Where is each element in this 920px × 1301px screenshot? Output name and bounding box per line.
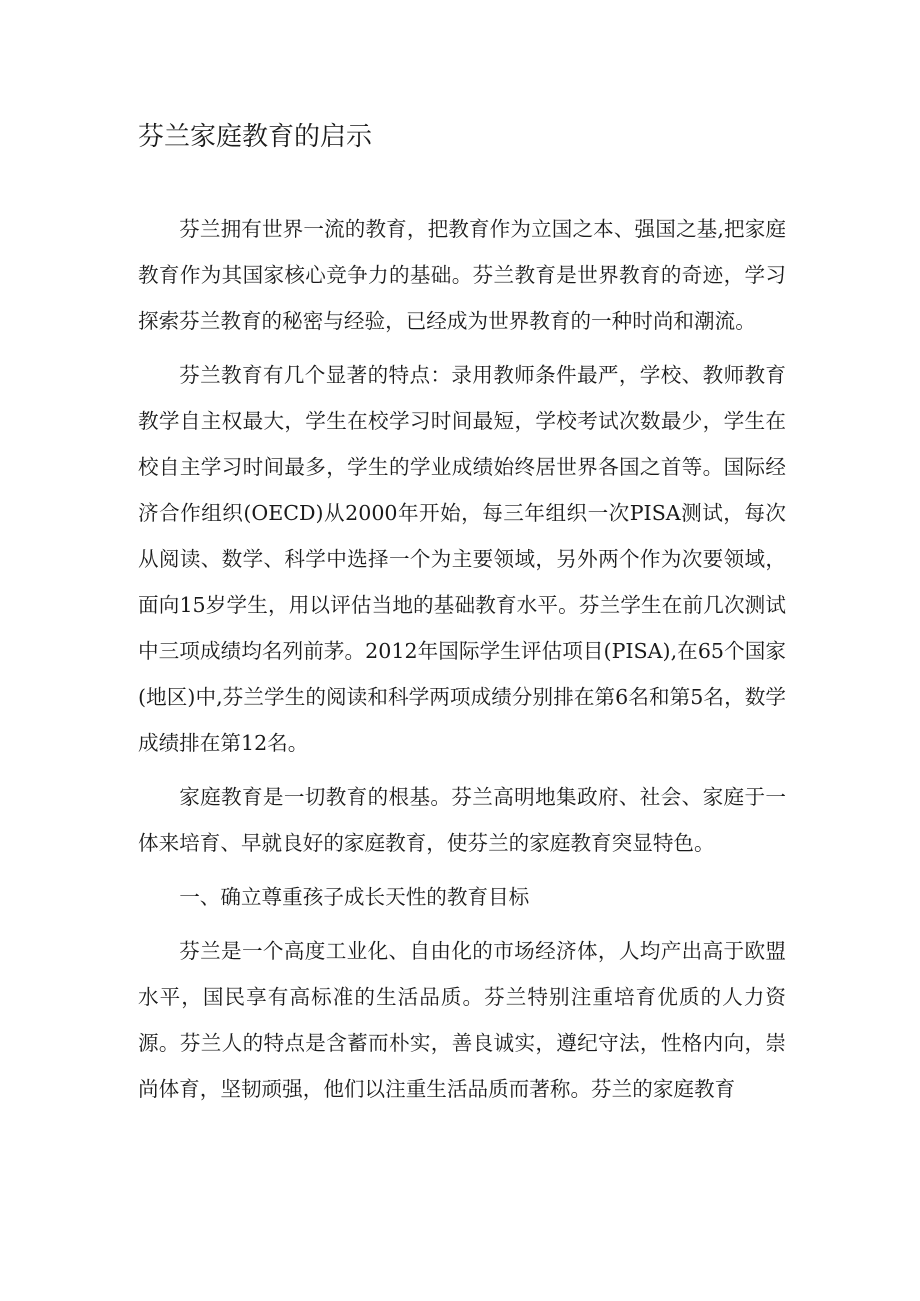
paragraph-economy: 芬兰是一个高度工业化、自由化的市场经济体，人均产出高于欧盟水平，国民享有高标准的生活品质。芬兰特别注重培育优质的人力资源。芬兰人的特点是含蓄而朴实，善良诚实，遵纪守法，性格内向，崇尚体育，坚韧顽强，他们以注重生活品质而著称。芬兰的家庭教育 <box>138 939 786 1101</box>
paragraph-intro: 芬兰拥有世界一流的教育，把教育作为立国之本、强国之基,把家庭教育作为其国家核心竞争力的基础。芬兰教育是世界教育的奇迹，学习探索芬兰教育的秘密与经验，已经成为世界教育的一种时尚和潮流。 <box>138 217 786 333</box>
paragraph-family-education: 家庭教育是一切教育的根基。芬兰高明地集政府、社会、家庭于一体来培育、早就良好的家庭教育，使芬兰的家庭教育突显特色。 <box>138 785 786 855</box>
paragraph-features: 芬兰教育有几个显著的特点：录用教师条件最严，学校、教师教育教学自主权最大，学生在校学习时间最短，学校考试次数最少，学生在校自主学习时间最多，学生的学业成绩始终居世界各国之首等。国际经济合作组织(OECD)从2000年开始，每三年组织一次PISA测试，每次从阅读、数学、科学中选择一个为主要领域，另外两个作为次要领域，面向15岁学生，用以评估当地的基础教育水平。芬兰学生在前几次测试中三项成绩均名列前茅。2012年国际学生评估项目(PISA),在65个国家(地区)中,芬兰学生的阅读和科学两项成绩分别排在第6名和第5名，数学成绩排在第12名。 <box>138 363 786 755</box>
document-title: 芬兰家庭教育的启示 <box>138 122 373 152</box>
document-body <box>138 206 786 1120</box>
section-heading-1: 一、确立尊重孩子成长天性的教育目标 <box>179 885 530 909</box>
